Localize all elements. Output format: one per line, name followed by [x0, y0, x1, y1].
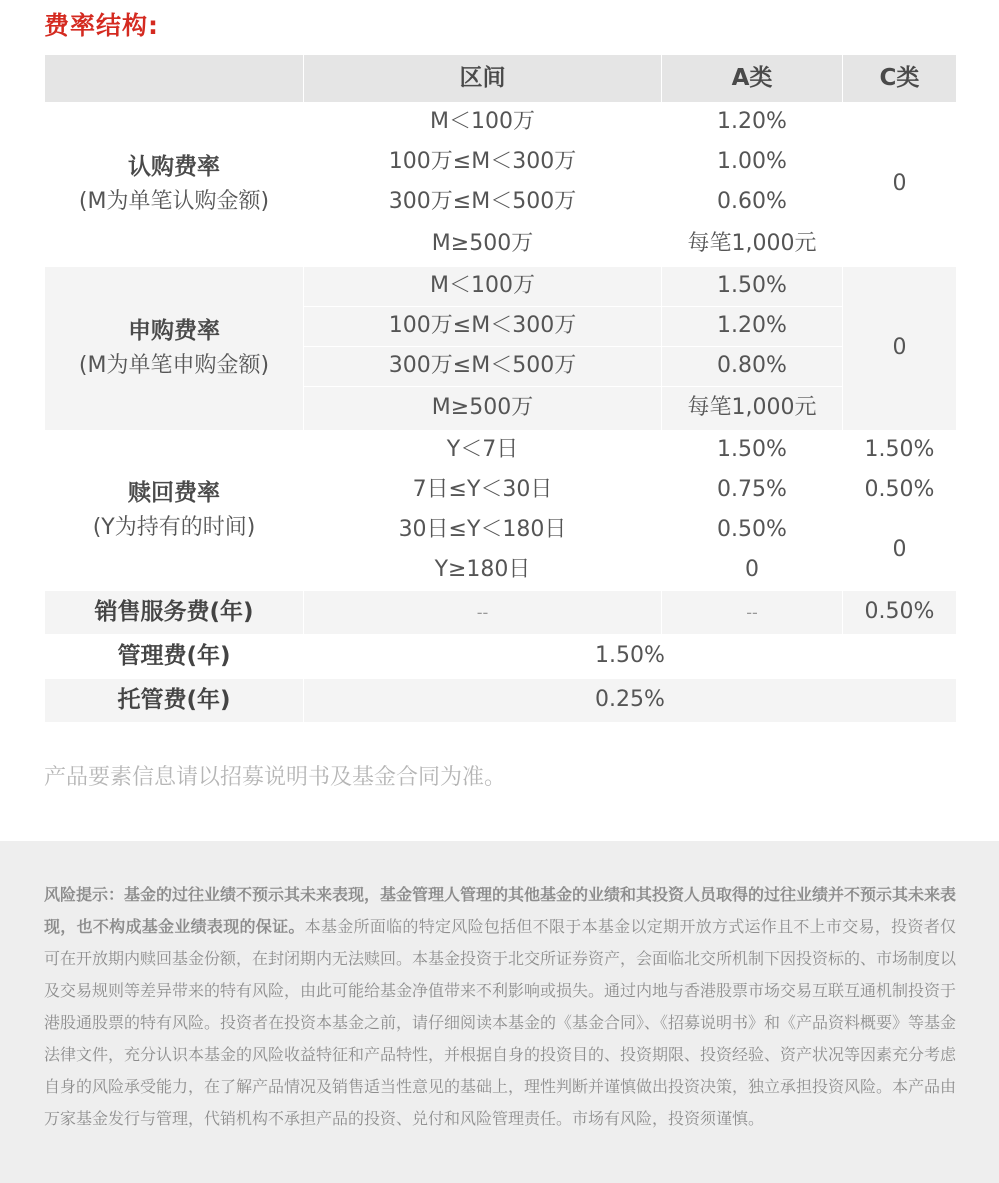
- management-fee-name: 管理费(年): [45, 635, 304, 679]
- class-a-cell: 1.50%: [662, 431, 843, 471]
- redemption-fee-category: [45, 431, 304, 591]
- purchase-fee-category: [45, 267, 304, 431]
- table-row: [45, 103, 957, 143]
- range-cell: Y≥180日: [304, 551, 662, 591]
- range-cell: 300万≤M＜500万: [304, 183, 662, 223]
- table-row: [45, 635, 957, 679]
- risk-disclosure-panel: [0, 841, 999, 1183]
- fee-table: [44, 54, 957, 723]
- table-header-row: [45, 55, 957, 103]
- class-a-cell: 1.50%: [662, 267, 843, 307]
- range-cell: 30日≤Y＜180日: [304, 511, 662, 551]
- class-a-cell: 1.20%: [662, 103, 843, 143]
- table-row: [45, 679, 957, 723]
- class-c-cell: 0.50%: [843, 471, 957, 511]
- class-a-cell: 每笔1,000元: [662, 223, 843, 267]
- custody-fee-name: 托管费(年): [45, 679, 304, 723]
- class-a-cell: 0.60%: [662, 183, 843, 223]
- range-cell: --: [304, 591, 662, 635]
- class-a-cell: 0: [662, 551, 843, 591]
- custody-fee-value: 0.25%: [304, 679, 957, 723]
- class-c-cell: 0.50%: [843, 591, 957, 635]
- class-c-cell: 0: [843, 267, 957, 431]
- purchase-fee-name: 申购费率: [128, 317, 220, 344]
- range-cell: Y＜7日: [304, 431, 662, 471]
- subscription-fee-category: [45, 103, 304, 267]
- class-c-cell: 0: [843, 103, 957, 267]
- redemption-fee-name: 赎回费率: [128, 479, 220, 506]
- range-cell: M≥500万: [304, 223, 662, 267]
- risk-warning-bold: 风险提示：基金的过往业绩不预示其未来表现，基金管理人管理的其他基金的业绩和其投资人员取得的过往业绩并不预示其未来表现，也不构成基金业绩表现的保证。: [44, 885, 957, 936]
- class-a-cell: 每笔1,000元: [662, 387, 843, 431]
- sales-service-fee-name: 销售服务费(年): [45, 591, 304, 635]
- redemption-fee-note: (Y为持有的时间): [92, 515, 256, 541]
- class-a-cell: 0.75%: [662, 471, 843, 511]
- table-row: [45, 267, 957, 307]
- range-cell: 100万≤M＜300万: [304, 307, 662, 347]
- table-row: [45, 591, 957, 635]
- class-a-cell: 1.20%: [662, 307, 843, 347]
- section-title: 费率结构:: [44, 11, 159, 40]
- class-a-cell: 0.80%: [662, 347, 843, 387]
- product-info-note: 产品要素信息请以招募说明书及基金合同为准。: [44, 765, 507, 790]
- purchase-fee-note: (M为单笔申购金额): [78, 353, 270, 379]
- class-c-cell: 0: [843, 511, 957, 591]
- risk-disclosure-text: [44, 879, 956, 1135]
- range-cell: M＜100万: [304, 103, 662, 143]
- range-cell: M≥500万: [304, 387, 662, 431]
- header-class-c: C类: [843, 55, 957, 103]
- subscription-fee-note: (M为单笔认购金额): [78, 189, 270, 215]
- header-empty: [45, 55, 304, 103]
- range-cell: 300万≤M＜500万: [304, 347, 662, 387]
- header-range: 区间: [304, 55, 662, 103]
- range-cell: M＜100万: [304, 267, 662, 307]
- range-cell: 7日≤Y＜30日: [304, 471, 662, 511]
- table-row: [45, 431, 957, 471]
- range-cell: 100万≤M＜300万: [304, 143, 662, 183]
- risk-warning-body: 本基金所面临的特定风险包括但不限于本基金以定期开放方式运作且不上市交易，投资者仅可在开放期内赎回基金份额，在封闭期内无法赎回。本基金投资于北交所证券资产，会面临北交所机制下因投资标的、市场制度以及交易规则等差异带来的特有风险，由此可能给基金净值带来不利影响或损失。通过内地与香港股票市场交易互联互通机制投资于港股通股票的特有风险。投资者在投资本基金之前，请仔细阅读本基金的《基金合同》、《招募说明书》和《产品资料概要》等基金法律文件，充分认识本基金的风险收益特征和产品特性，并根据自身的投资目的、投资期限、投资经验、资产状况等因素充分考虑自身的风险承受能力，在了解产品情况及销售适当性意见的基础上，理性判断并谨慎做出投资决策，独立承担投资风险。本产品由万家基金发行与管理，代销机构不承担产品的投资、兑付和风险管理责任。市场有风险，投资须谨慎。: [44, 917, 957, 1128]
- class-a-cell: --: [662, 591, 843, 635]
- class-a-cell: 1.00%: [662, 143, 843, 183]
- management-fee-value: 1.50%: [304, 635, 957, 679]
- class-a-cell: 0.50%: [662, 511, 843, 551]
- subscription-fee-name: 认购费率: [128, 153, 220, 180]
- class-c-cell: 1.50%: [843, 431, 957, 471]
- header-class-a: A类: [662, 55, 843, 103]
